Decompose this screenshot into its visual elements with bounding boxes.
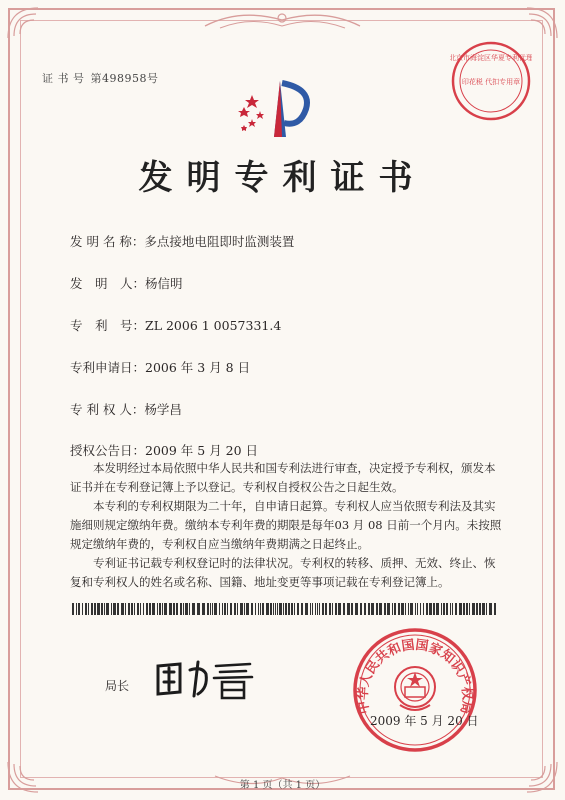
barcode xyxy=(72,600,500,612)
barcode-bar xyxy=(117,603,119,615)
barcode-bar xyxy=(355,603,358,615)
barcode-bar xyxy=(157,603,158,615)
certificate-number-value: 第498958号 xyxy=(90,72,159,85)
barcode-bar xyxy=(325,603,327,615)
barcode-bar xyxy=(277,603,278,615)
field-value: 多点接地电阻即时监测装置 xyxy=(144,234,295,249)
barcode-bar xyxy=(446,603,448,615)
barcode-bar xyxy=(255,603,256,615)
barcode-bar xyxy=(134,603,135,615)
barcode-bar xyxy=(176,603,178,615)
barcode-bar xyxy=(401,603,404,615)
barcode-bar xyxy=(260,603,261,615)
barcode-bar xyxy=(180,603,182,615)
barcode-bar xyxy=(125,603,126,615)
barcode-bar xyxy=(360,603,362,615)
barcode-bar xyxy=(91,603,93,615)
barcode-bar xyxy=(288,603,290,615)
corner-ornament-top-right xyxy=(525,6,559,40)
barcode-bar xyxy=(128,603,130,615)
barcode-bar xyxy=(319,603,320,615)
barcode-bar xyxy=(433,603,435,615)
barcode-bar xyxy=(364,603,366,615)
field-value: 杨信明 xyxy=(145,276,183,291)
barcode-bar xyxy=(192,603,195,615)
sipo-logo-icon xyxy=(230,75,320,145)
barcode-bar xyxy=(140,603,141,615)
barcode-bar xyxy=(273,603,274,615)
field-label: 授权公告日： xyxy=(70,443,146,458)
barcode-bar xyxy=(152,603,155,615)
barcode-bar xyxy=(164,603,167,615)
barcode-bar xyxy=(294,603,295,615)
barcode-bar xyxy=(494,603,496,615)
barcode-bar xyxy=(94,603,96,615)
barcode-bar xyxy=(441,603,442,615)
barcode-bar xyxy=(275,603,276,615)
barcode-bar xyxy=(452,603,453,615)
director-signature xyxy=(150,648,260,703)
barcode-bar xyxy=(262,603,264,615)
barcode-bar xyxy=(417,603,418,615)
barcode-bar xyxy=(315,603,316,615)
barcode-bar xyxy=(162,603,163,615)
barcode-bar xyxy=(146,603,148,615)
barcode-bar xyxy=(266,603,269,615)
field-inventor xyxy=(70,274,183,292)
barcode-bar xyxy=(384,603,386,615)
field-label: 专 利 权 人： xyxy=(70,402,145,417)
field-value: 杨学昌 xyxy=(144,402,182,417)
barcode-bar xyxy=(279,603,282,615)
barcode-bar xyxy=(472,603,475,615)
barcode-bar xyxy=(312,603,313,615)
barcode-bar xyxy=(310,603,311,615)
barcode-bar xyxy=(297,603,299,615)
certificate-number xyxy=(40,70,159,86)
barcode-bar xyxy=(149,603,151,615)
body-paragraph: 本发明经过本局依照中华人民共和国专利法进行审查，决定授予专利权，颁发本证书并在专利登记簿上予以登记。专利权自授权公告之日起生效。 xyxy=(70,461,496,494)
barcode-bar xyxy=(88,603,89,615)
barcode-bar xyxy=(185,603,188,615)
barcode-bar xyxy=(210,603,211,615)
field-value: ZL 2006 1 0057331.4 xyxy=(145,318,282,333)
field-grant-date xyxy=(70,441,258,459)
field-invention-name xyxy=(70,232,294,250)
body-paragraph: 专利证书记载专利权登记时的法律状况。专利权的转移、质押、无效、终止、恢复和专利权人的姓名或名称、国籍、地址变更等事项记载在专利登记簿上。 xyxy=(70,556,496,589)
page-number: 第 1 页（共 1 页） xyxy=(239,780,326,791)
barcode-bar xyxy=(301,603,303,615)
barcode-bar xyxy=(459,603,462,615)
barcode-bar xyxy=(159,603,161,615)
barcode-bar xyxy=(476,603,478,615)
barcode-bar xyxy=(368,603,370,615)
state-ip-office-seal-icon xyxy=(350,625,480,755)
barcode-bar xyxy=(285,603,287,615)
barcode-bar xyxy=(113,603,116,615)
barcode-bar xyxy=(222,603,223,615)
barcode-bar xyxy=(479,603,481,615)
barcode-bar xyxy=(486,603,487,615)
barcode-bar xyxy=(426,603,428,615)
barcode-bar xyxy=(410,603,413,615)
barcode-bar xyxy=(183,603,184,615)
barcode-bar xyxy=(219,603,220,615)
barcode-bar xyxy=(244,603,245,615)
barcode-bar xyxy=(351,603,353,615)
barcode-bar xyxy=(246,603,249,615)
barcode-bar xyxy=(317,603,318,615)
field-patent-number xyxy=(70,316,281,334)
barcode-bar xyxy=(234,603,236,615)
barcode-bar xyxy=(305,603,308,615)
state-seal-text: 中华人民共和国国家知识产权局 xyxy=(355,637,475,716)
barcode-bar xyxy=(104,603,105,615)
barcode-bar xyxy=(240,603,243,615)
barcode-bar xyxy=(137,603,139,615)
barcode-bar xyxy=(251,603,253,615)
barcode-bar xyxy=(455,603,457,615)
barcode-bar xyxy=(197,603,200,615)
top-ornament xyxy=(200,6,365,32)
field-value: 2006 年 3 月 8 日 xyxy=(145,360,251,375)
body-paragraph: 本专利的专利权期限为二十年，自申请日起算。专利权人应当依照专利法及其实施细则规定缴纳年费。缴纳本专利年费的期限是每年03 月 08 日前一个月内。未按照规定缴纳年费的，专利权自应当缴纳年费期满之日起终止。 xyxy=(70,499,502,551)
field-label: 专利申请日： xyxy=(70,360,146,375)
barcode-bar xyxy=(143,603,144,615)
barcode-bar xyxy=(332,603,333,615)
barcode-bar xyxy=(106,603,109,615)
barcode-bar xyxy=(207,603,209,615)
barcode-bar xyxy=(489,603,492,615)
barcode-bar xyxy=(212,603,213,615)
barcode-bar xyxy=(335,603,337,615)
barcode-bar xyxy=(436,603,439,615)
barcode-bar xyxy=(202,603,205,615)
director-label: 局长 xyxy=(105,679,130,693)
barcode-bar xyxy=(450,603,451,615)
barcode-bar xyxy=(169,603,172,615)
seal-date: 2009 年 5 月 20 日 xyxy=(370,714,479,728)
barcode-bar xyxy=(394,603,396,615)
barcode-bar xyxy=(85,603,87,615)
barcode-bar xyxy=(101,603,103,615)
field-label: 专 利 号： xyxy=(70,318,146,333)
barcode-bar xyxy=(405,603,406,615)
barcode-bar xyxy=(408,603,409,615)
barcode-bar xyxy=(469,603,470,615)
agency-seal-text: 北京市海淀区华夏专利代理 xyxy=(450,54,532,62)
field-application-date xyxy=(70,358,250,376)
barcode-bar xyxy=(227,603,228,615)
barcode-bar xyxy=(283,603,284,615)
barcode-bar xyxy=(376,603,378,615)
corner-ornament-top-left xyxy=(6,6,40,40)
barcode-bar xyxy=(258,603,259,615)
barcode-bar xyxy=(398,603,400,615)
barcode-bar xyxy=(387,603,390,615)
barcode-bar xyxy=(371,603,374,615)
barcode-bar xyxy=(76,603,77,615)
field-value: 2009 年 5 月 20 日 xyxy=(145,443,259,458)
barcode-bar xyxy=(466,603,468,615)
certificate-body xyxy=(70,459,502,592)
barcode-bar xyxy=(338,603,341,615)
barcode-bar xyxy=(329,603,331,615)
barcode-bar xyxy=(347,603,350,615)
agency-seal-icon xyxy=(450,40,532,122)
field-label: 发 明 人： xyxy=(70,276,146,291)
field-patentee xyxy=(70,400,182,418)
barcode-bar xyxy=(230,603,232,615)
barcode-bar xyxy=(173,603,175,615)
barcode-bar xyxy=(131,603,133,615)
certificate-number-label: 证 书 号 xyxy=(42,72,85,85)
barcode-bar xyxy=(111,603,112,615)
barcode-bar xyxy=(270,603,272,615)
barcode-bar xyxy=(82,603,83,615)
barcode-bar xyxy=(343,603,345,615)
barcode-bar xyxy=(214,603,217,615)
certificate-title: 发明专利证书 xyxy=(138,158,427,198)
barcode-bar xyxy=(291,603,293,615)
barcode-bar xyxy=(379,603,382,615)
barcode-bar xyxy=(97,603,100,615)
agency-seal-center-text: 印花税 代扣专用章 xyxy=(461,78,521,86)
barcode-bar xyxy=(423,603,424,615)
barcode-bar xyxy=(482,603,485,615)
barcode-bar xyxy=(237,603,238,615)
barcode-bar xyxy=(420,603,421,615)
barcode-bar xyxy=(224,603,226,615)
barcode-bar xyxy=(415,603,416,615)
barcode-bar xyxy=(189,603,190,615)
field-label: 发 明 名 称： xyxy=(70,234,145,249)
barcode-bar xyxy=(78,603,80,615)
barcode-bar xyxy=(392,603,393,615)
barcode-bar xyxy=(72,603,74,615)
barcode-bar xyxy=(322,603,324,615)
barcode-bar xyxy=(463,603,465,615)
barcode-bar xyxy=(429,603,432,615)
barcode-bar xyxy=(443,603,445,615)
barcode-bar xyxy=(121,603,124,615)
